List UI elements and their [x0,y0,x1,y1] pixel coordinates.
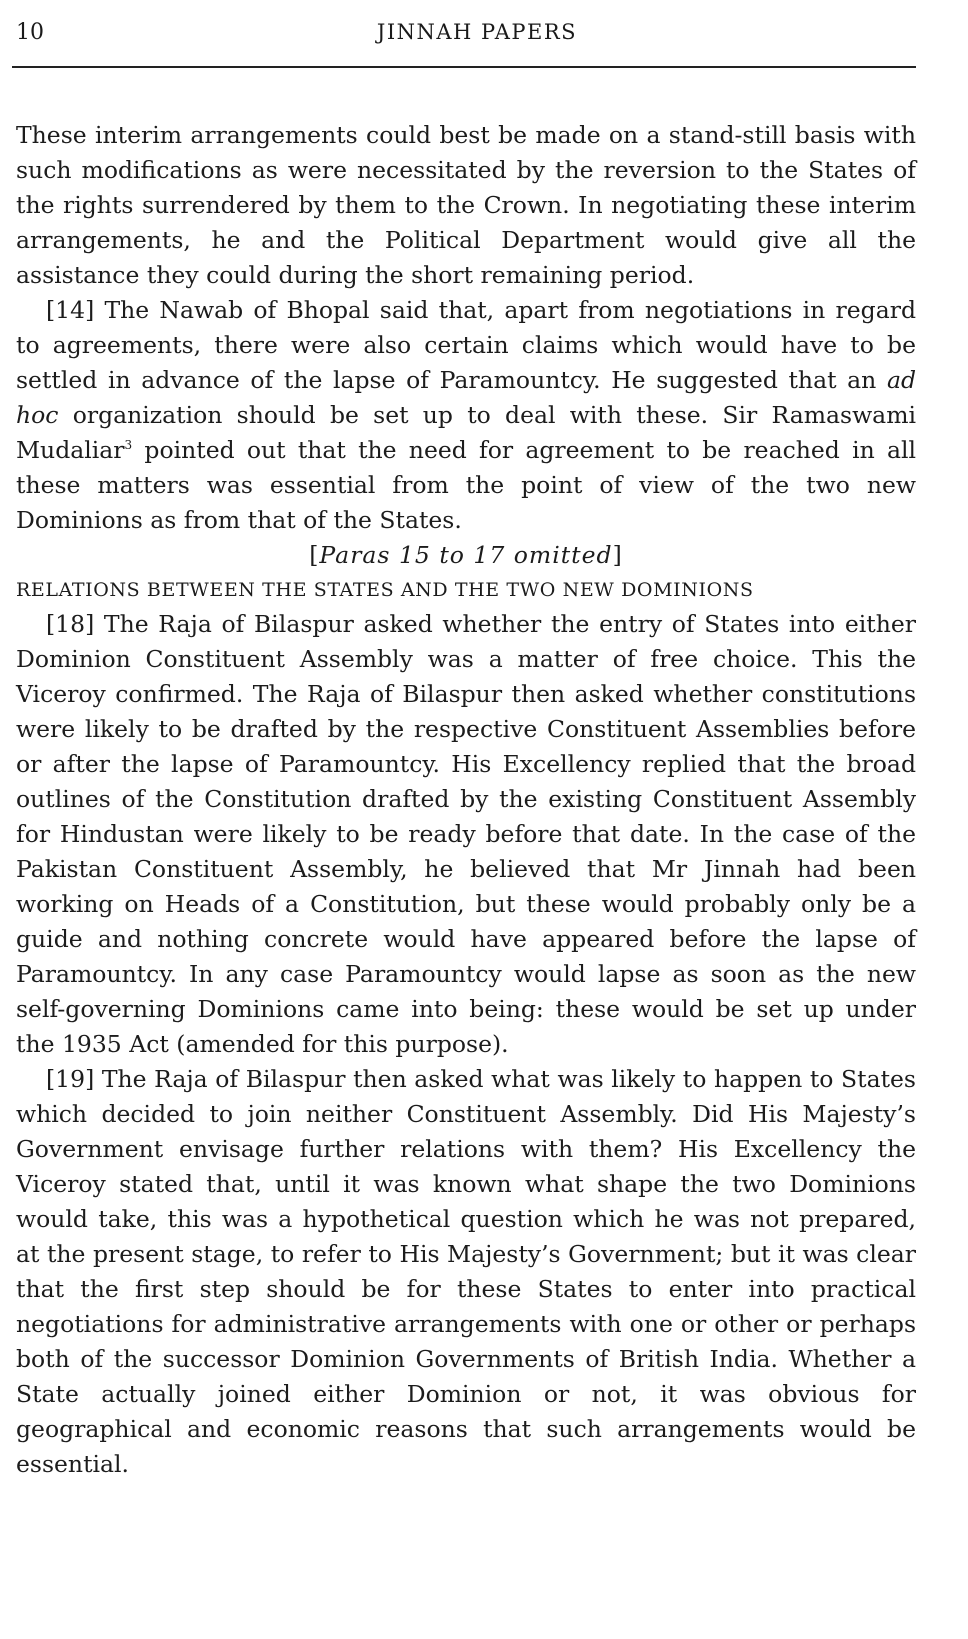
header-rule [12,66,916,68]
omitted-close-bracket: ] [612,541,623,569]
paragraph-18: [18] The Raja of Bilaspur asked whether the entry of States into either Dominion Constituent Assembly was a matter of free choice. This the Viceroy confirmed. The Raja of Bilaspur then asked whether constitutions were likely to be drafted by the respective Constituent Assemblies before or after the lapse of Paramountcy. His Excellency replied that the broad outlines of the Constitution drafted by the existing Constituent Assembly for Hindustan were likely to be ready before that date. In the case of the Pakistan Constituent Assembly, he believed that Mr Jinnah had been working on Heads of a Constitution, but these would probably only be a guide and nothing concrete would have appeared before the lapse of Paramountcy. In any case Paramountcy would lapse as soon as the new self-governing Dominions came into being: these would be set up under the 1935 Act (amended for this purpose). [16,610,916,1058]
omitted-paras-text: Paras 15 to 17 omitted [319,541,613,569]
footnote-marker: 3 [124,438,133,453]
paragraph-14 [16,293,916,538]
paragraph-19: [19] The Raja of Bilaspur then asked what was likely to happen to States which decided to join neither Constituent Assembly. Did His Majesty’s Government envisage further relations with them? His Excellency the Viceroy stated that, until it was known what shape the two Dominions would take, this was a hypothetical question which he was not prepared, at the present stage, to refer to His Majesty’s Government; but it was clear that the first step should be for these States to enter into practical negotiations for administrative arrangements with one or other or perhaps both of the successor Dominion Governments of British India. Whether a State actually joined either Dominion or not, it was obvious for geographical and economic reasons that such arrangements would be essential. [16,1065,916,1478]
paragraph-interim-arrangements: These interim arrangements could best be made on a stand-still basis with such modifications as were necessitated by the reversion to the States of the rights surrendered by them to the Crown. In negotiating these interim arrangements, he and the Political Department would give all the assistance they could during the short remaining period. [16,121,916,289]
ad-hoc-italic: ad hoc [16,366,916,429]
paragraph-14-end: pointed out that the need for agreement to be reached in all these matters was essential from the point of view of the two new Dominions as from that of the States. [16,436,916,534]
page-number: 10 [16,20,44,45]
running-head [16,16,938,50]
omitted-open-bracket: [ [309,541,320,569]
body-text [16,118,916,1482]
paragraph-14-mid: organization should be set up to deal with these. Sir Ramaswami Mudaliar [16,401,916,464]
section-heading: RELATIONS BETWEEN THE STATES AND THE TWO NEW DOMINIONS [16,579,754,601]
omitted-paras-note [16,538,916,573]
book-title: JINNAH PAPERS [376,20,578,44]
paragraph-14-start: [14] The Nawab of Bhopal said that, apart from negotiations in regard to agreements, there were also certain claims which would have to be settled in advance of the lapse of Paramountcy. He suggested that an [16,296,916,394]
